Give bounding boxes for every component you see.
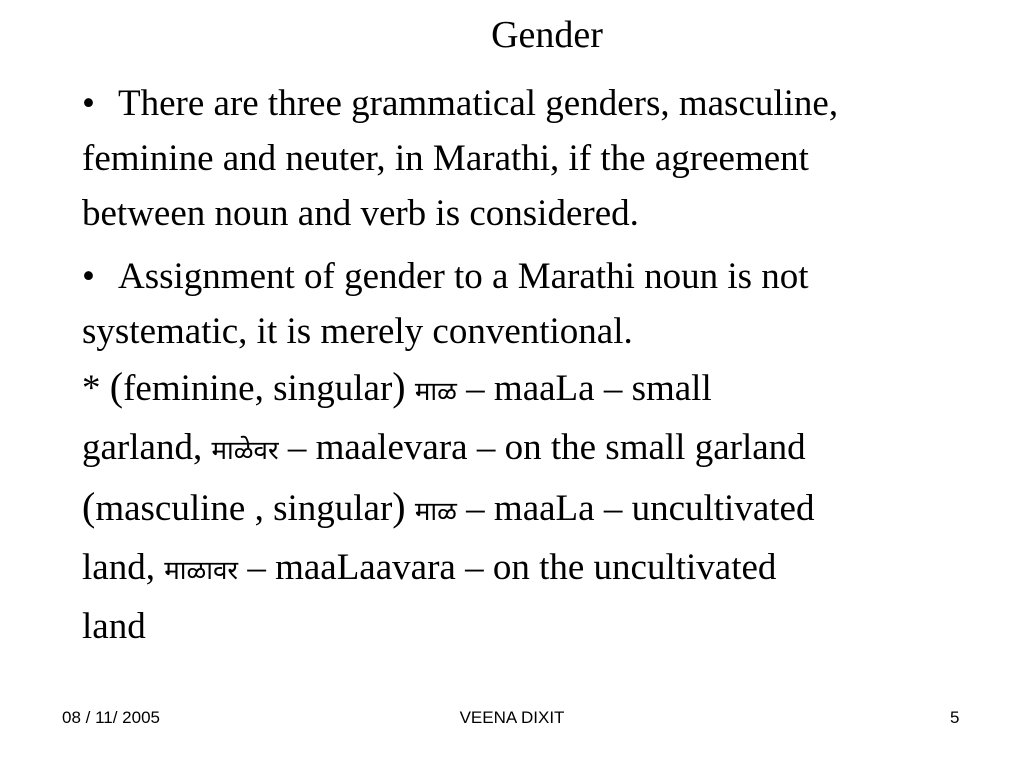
bullet-2-line-2: systematic, it is merely conventional. (82, 311, 633, 352)
example-masculine-gloss: – maaLa – uncultivated (456, 488, 815, 529)
devanagari-word-maal-masculine: माळ (414, 497, 457, 527)
bullet-2-line-1: Assignment of gender to a Marathi noun is not (118, 256, 809, 297)
footer-date: 08 / 11/ 2005 (62, 708, 160, 727)
bullet-1-line-3: between noun and verb is considered. (82, 193, 639, 234)
open-paren: ( (82, 484, 96, 529)
footer-author: VEENA DIXIT (459, 708, 565, 727)
footer-page-number: 5 (950, 708, 960, 727)
example-land-start: land, (82, 547, 165, 588)
open-paren: ( (109, 364, 124, 409)
slide-title: Gender (491, 14, 603, 56)
bullet-item-1 (82, 76, 1012, 241)
devanagari-word-maal-feminine: माळ (414, 377, 457, 407)
bullet-marker: • (82, 256, 95, 297)
example-feminine-label: feminine, singular (123, 368, 393, 409)
example-asterisk: * (82, 368, 110, 409)
bullet-item-2 (82, 249, 1012, 359)
bullet-marker: • (82, 83, 95, 124)
close-paren: ) (392, 484, 406, 529)
bullet-1-line-2: feminine and neuter, in Marathi, if the agreement (82, 138, 809, 179)
example-garland-gloss: – maalevara – on the small garland (278, 427, 806, 468)
close-paren: ) (392, 364, 406, 409)
example-land-gloss: – maaLaavara – on the uncultivated (238, 547, 777, 588)
bullet-1-line-1: There are three grammatical genders, masculine, (118, 83, 839, 124)
devanagari-word-maalaavar: माळावर (164, 556, 239, 586)
devanagari-word-maalevar: माळेवर (211, 436, 279, 466)
example-garland-start: garland, (82, 427, 212, 468)
slide-body (82, 76, 1012, 654)
examples-block (82, 359, 1012, 654)
example-feminine-gloss: – maaLa – small (456, 368, 712, 409)
example-land-end: land (82, 606, 146, 647)
example-masculine-label: masculine , singular (95, 488, 393, 529)
